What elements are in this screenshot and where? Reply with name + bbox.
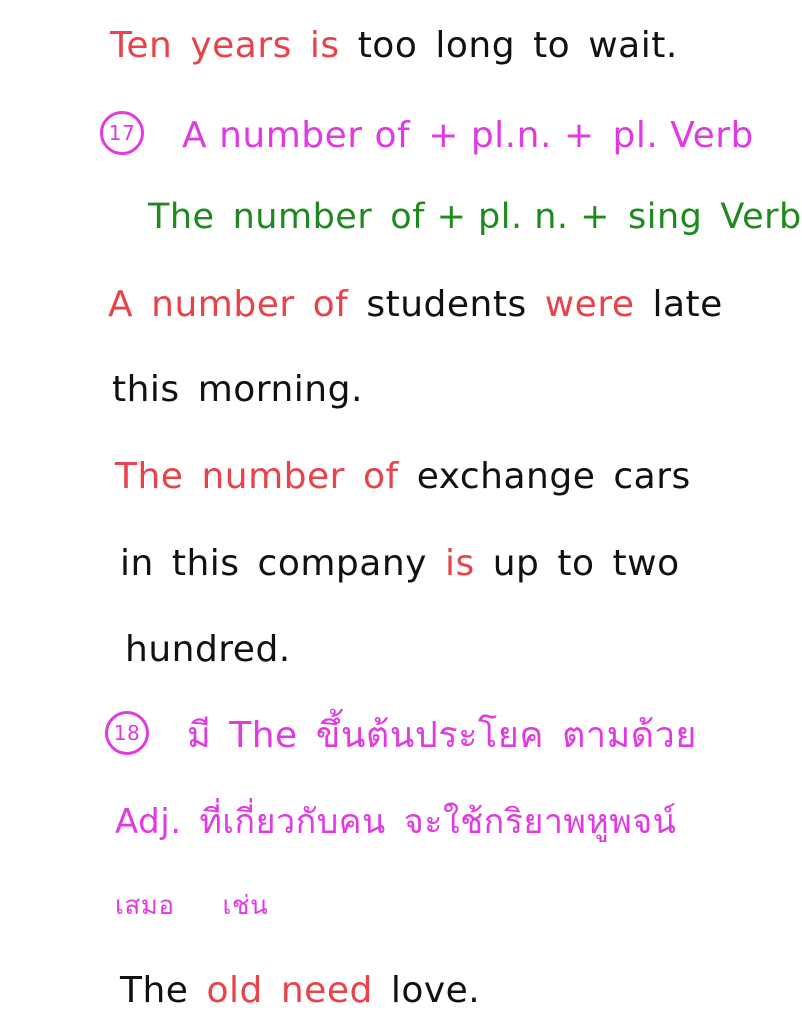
word: two (612, 543, 680, 584)
word: company (257, 543, 427, 584)
rule-text: sing (627, 197, 703, 237)
rule-text: จะใช้กริยาพหูพจน์ (403, 802, 677, 842)
rule-text: ตามด้วย (561, 715, 697, 756)
rule-text: pl. Verb (612, 115, 754, 156)
word: love. (390, 970, 481, 1011)
rule-text: Adj. (115, 802, 182, 842)
example-sentence-ten-years (110, 25, 678, 66)
example-sentence-continuation (112, 369, 363, 410)
word: too (357, 25, 418, 66)
word: up (492, 543, 540, 584)
word: number (201, 456, 345, 497)
word: morning. (197, 369, 363, 410)
word: A (108, 284, 134, 325)
word: exchange (416, 456, 596, 497)
rule-text: of + pl. n. + (390, 197, 610, 237)
rule-18-heading (105, 715, 697, 759)
rule-17-subrule (148, 197, 802, 237)
rule-text: เสมอ (115, 891, 175, 921)
rule-18-text (115, 802, 677, 842)
rule-text: ขึ้นต้นประโยค (315, 715, 544, 756)
word: of (362, 456, 399, 497)
word: need (280, 970, 373, 1011)
rule-text: A number of (182, 115, 411, 156)
rule-text: เช่น (222, 891, 269, 921)
word: of (312, 284, 349, 325)
word: The (120, 970, 189, 1011)
word: old (206, 970, 263, 1011)
rule-text: มี (187, 715, 212, 756)
rule-18-text (115, 893, 268, 919)
rule-text: ที่เกี่ยวกับคน (199, 802, 386, 842)
rule-text: + pl.n. + (428, 115, 595, 156)
word: long (435, 25, 516, 66)
word: this (112, 369, 180, 410)
word: to (557, 543, 595, 584)
word: number (151, 284, 295, 325)
word: late (652, 284, 723, 325)
example-sentence-exchange-cars (115, 456, 691, 497)
word: in (120, 543, 154, 584)
example-sentence-continuation (125, 629, 291, 670)
word: Ten (110, 25, 173, 66)
word: cars (613, 456, 691, 497)
rule-text: The (229, 715, 298, 756)
rule-text: Verb (720, 197, 802, 237)
rule-text: number (232, 197, 373, 237)
example-sentence-students (108, 284, 723, 325)
word: wait. (588, 25, 678, 66)
rule-17-heading (100, 115, 754, 159)
word: were (544, 284, 635, 325)
word: is (444, 543, 475, 584)
word: hundred. (125, 629, 291, 670)
word: is (309, 25, 340, 66)
example-sentence-continuation (120, 543, 680, 584)
word: to (533, 25, 571, 66)
example-sentence-old-need-love (120, 970, 481, 1011)
rule-number-badge: 17 (100, 111, 144, 155)
rule-text: The (148, 197, 215, 237)
word: The (115, 456, 184, 497)
rule-number-badge: 18 (105, 711, 149, 755)
word: students (366, 284, 527, 325)
word: this (171, 543, 240, 584)
word: years (190, 25, 292, 66)
